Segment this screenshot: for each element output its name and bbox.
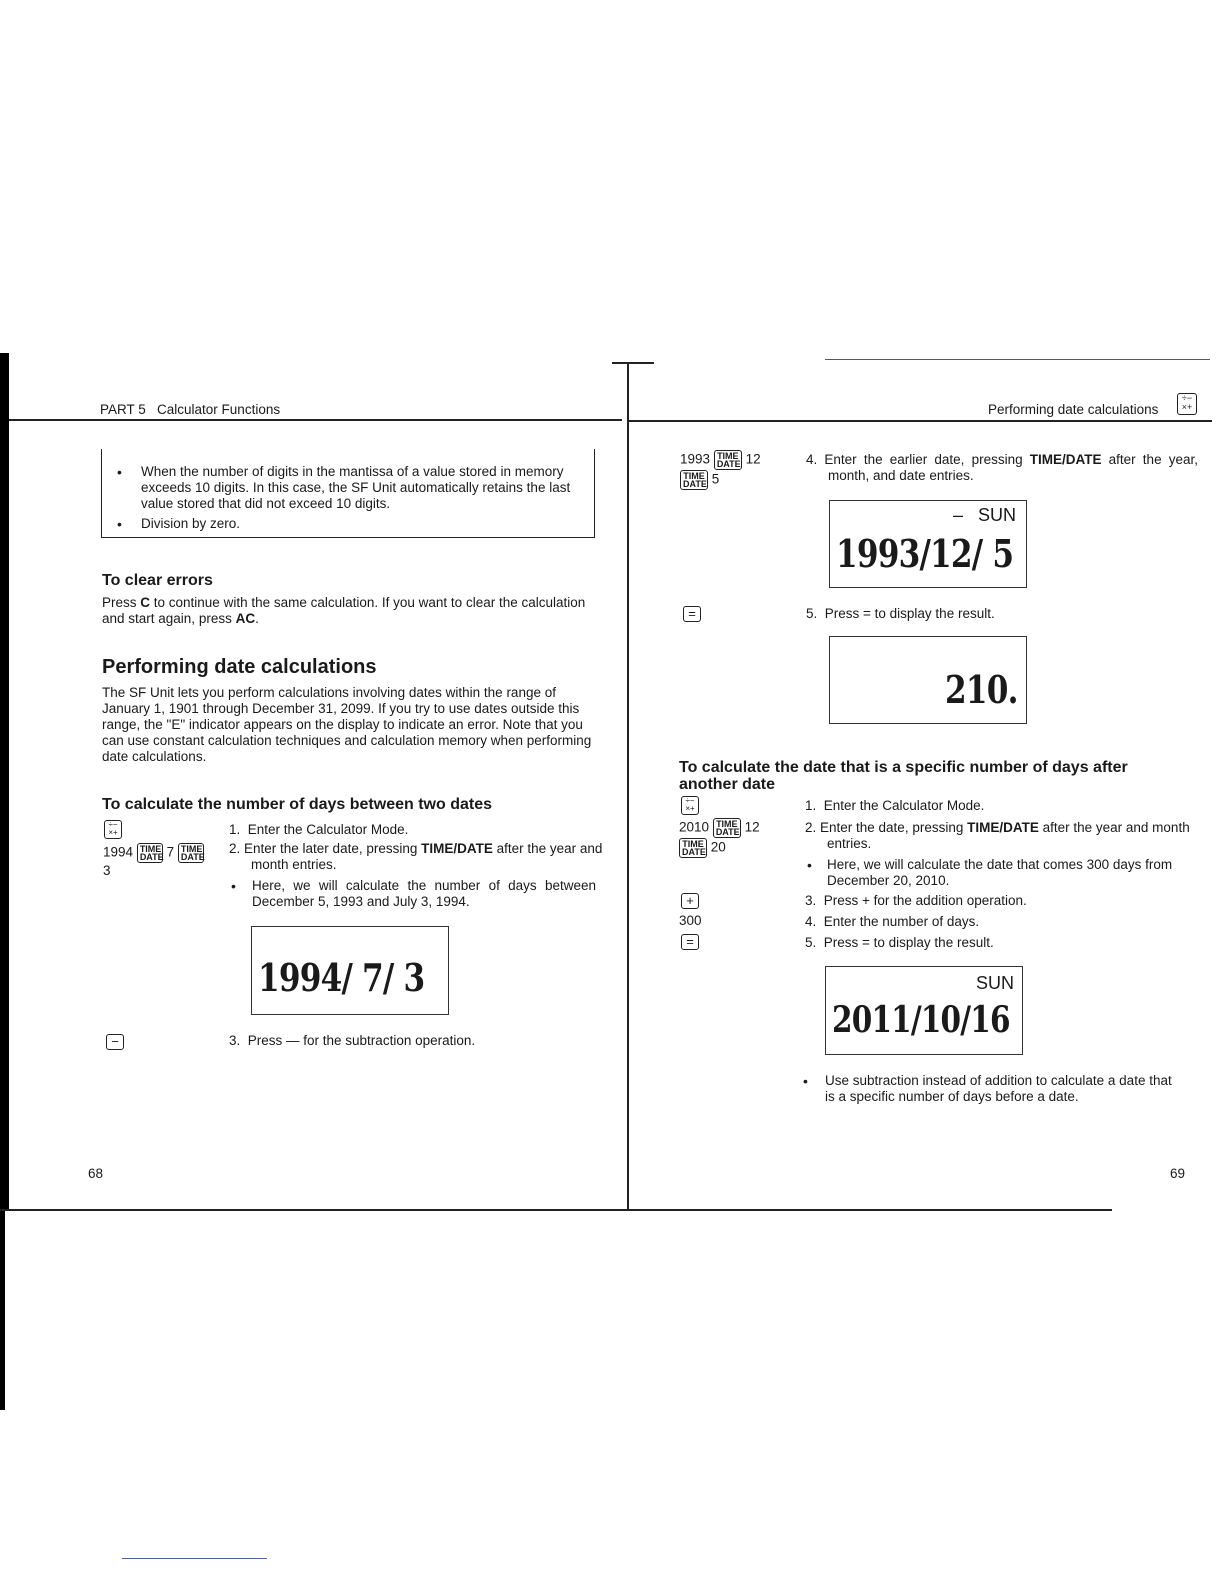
entry-month: 12 — [744, 819, 760, 835]
days-after-heading: To calculate the date that is a specific number of days after another date — [679, 759, 1128, 793]
clear-end: . — [255, 611, 259, 626]
scan-left-edge-lower — [0, 1210, 5, 1410]
lcd-readout: 2011/10/16 — [832, 999, 1010, 1041]
page-number-left: 68 — [88, 1166, 104, 1181]
b-step-2 — [805, 820, 1197, 852]
entry-month: 12 — [745, 451, 761, 467]
center-top-tick — [612, 362, 654, 364]
b-step-5: 5. Press = to display the result. — [805, 935, 994, 950]
clear-key-ac: AC — [235, 611, 256, 626]
clear-pre: Press — [102, 595, 141, 610]
key-entry-1993 — [680, 450, 761, 490]
b-step-2-note: Here, we will calculate the date that comes 300 days from December 20, 2010. — [827, 857, 1173, 888]
clear-errors-body — [102, 595, 596, 627]
lcd-display-1 — [251, 926, 449, 1015]
bullet: • — [117, 464, 122, 480]
step4-pre: 4. Enter the earlier date, pressing — [806, 452, 1030, 467]
time-date-key-icon: TIME DATE — [679, 838, 707, 858]
step-5: 5. Press = to display the result. — [806, 606, 995, 621]
b-step-4: 4. Enter the number of days. — [805, 914, 980, 929]
time-date-key-icon: TIME DATE — [714, 450, 742, 470]
b-step2-key: TIME/DATE — [967, 820, 1039, 835]
entry-day: 3 — [103, 863, 111, 878]
bullet: • — [803, 1073, 808, 1089]
bullet: • — [117, 516, 122, 532]
b-step-3: 3. Press + for the addition operation. — [805, 893, 1027, 908]
lcd-readout: 1994/ 7/ 3 — [258, 955, 425, 1000]
step2-key: TIME/DATE — [421, 841, 493, 856]
step-3: 3. Press — for the subtraction operation. — [229, 1033, 476, 1048]
minus-key-icon: − — [106, 1034, 124, 1050]
scan-bottom-blue-line — [122, 1558, 267, 1559]
clear-mid: to continue with the same calculation. If you want to clear the calculation and start again, press — [102, 595, 586, 626]
entry-year: 1994 — [103, 844, 134, 860]
step-2-note: Here, we will calculate the number of days between December 5, 1993 and July 3, 1994. — [252, 878, 596, 909]
time-date-key-icon: TIME DATE — [713, 818, 741, 838]
key-entry-2010 — [679, 818, 760, 858]
lcd-day-indicator: SUN — [975, 973, 1014, 993]
b-step2-post: after the year and month entries. — [827, 820, 1190, 851]
top-rule-right — [825, 359, 1210, 360]
final-note: Use subtraction instead of addition to calculate a date that is a specific number of days before a date. — [825, 1073, 1172, 1104]
lcd-readout: 1993/12/ 5 — [836, 531, 1014, 576]
key-entry-1994 — [103, 843, 204, 879]
page-number-right: 69 — [1170, 1166, 1186, 1181]
step-2 — [229, 841, 621, 873]
calculator-mode-key-icon: ÷− ×+ — [1177, 393, 1197, 415]
entry-year: 1993 — [680, 451, 711, 467]
time-date-key-icon: TIME DATE — [178, 843, 204, 863]
bottom-rule — [0, 1209, 1112, 1211]
days-between-heading: To calculate the number of days between two dates — [102, 796, 493, 813]
entry-day: 5 — [711, 471, 720, 487]
bullet: • — [231, 878, 236, 894]
lcd-readout: 210. — [945, 667, 1019, 712]
left-running-header: PART 5 Calculator Functions — [100, 402, 281, 417]
scan-left-edge — [0, 353, 9, 1210]
step-4 — [806, 452, 1198, 484]
bullet: • — [807, 857, 812, 873]
clear-errors-heading: To clear errors — [102, 572, 213, 589]
b-step-1: 1. Enter the Calculator Mode. — [805, 798, 985, 813]
entry-day: 20 — [710, 839, 726, 855]
step2-pre: 2. Enter the later date, pressing — [229, 841, 422, 856]
clear-key-c: C — [140, 595, 151, 610]
time-date-key-icon: TIME DATE — [680, 470, 708, 490]
note-item: When the number of digits in the mantissa of a value stored in memory exceeds 10 digits. In this case, the SF Unit automatically retains the last value stored that did not exceed 10 digits. — [141, 464, 571, 511]
step2-post: after the year and month entries. — [251, 841, 603, 872]
entry-year: 2010 — [679, 819, 710, 835]
header-rule-left — [9, 419, 622, 421]
calculator-mode-key-icon: ÷− ×+ — [681, 796, 699, 815]
step-1: 1. Enter the Calculator Mode. — [229, 822, 409, 837]
step4-key: TIME/DATE — [1029, 452, 1102, 467]
header-rule-right — [628, 420, 1212, 422]
section-body: The SF Unit lets you perform calculations involving dates within the range of January 1, 1901 through December 31, 2099. If you try to use dates outside this range, the "E" indicator appears on the display to indicate an error. Note that you can use constant calculation techniques and calculation memory when performing date calculations. — [102, 685, 592, 764]
b-step2-pre: 2. Enter the date, pressing — [805, 820, 968, 835]
entry-days: 300 — [679, 913, 702, 928]
equals-key-icon: = — [681, 934, 699, 950]
plus-key-icon: + — [681, 893, 699, 909]
right-running-header: Performing date calculations — [988, 402, 1159, 417]
section-title: Performing date calculations — [102, 656, 377, 678]
equals-key-icon: = — [683, 606, 701, 622]
time-date-key-icon: TIME DATE — [137, 843, 163, 863]
lcd-display-2 — [829, 500, 1027, 588]
lcd-display-3 — [829, 636, 1027, 724]
center-gutter — [627, 363, 629, 1211]
note-item: Division by zero. — [141, 516, 241, 531]
entry-month: 7 — [166, 844, 175, 860]
lcd-day-indicator: – SUN — [952, 505, 1016, 525]
lcd-display-4 — [825, 966, 1023, 1055]
calculator-mode-key-icon: ÷− ×+ — [104, 820, 122, 839]
step4-post: after the year, month, and date entries. — [828, 452, 1198, 483]
